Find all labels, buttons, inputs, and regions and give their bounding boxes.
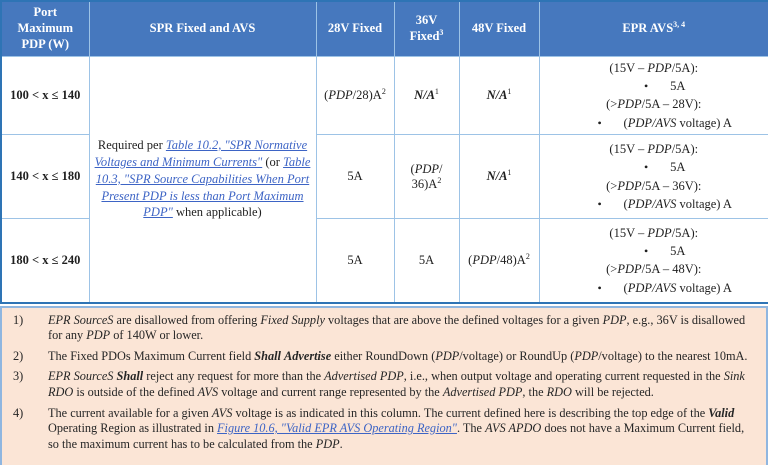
text-segment: (or bbox=[262, 154, 284, 169]
avs-current-value bbox=[624, 281, 732, 295]
epr-avs-current-cell bbox=[539, 135, 768, 219]
text-segment: is outside of the defined bbox=[73, 385, 198, 399]
text-segment: PDP bbox=[414, 161, 439, 176]
text-segment: /voltage) or RoundUp ( bbox=[459, 348, 575, 363]
text-segment: PDP bbox=[315, 436, 340, 451]
header-row bbox=[1, 1, 768, 56]
text-segment: AVS APDO bbox=[485, 421, 542, 436]
epr-avs-current-cell bbox=[539, 219, 768, 303]
text-segment: Advertised PDP bbox=[324, 369, 404, 384]
bullet-icon: • bbox=[597, 115, 602, 130]
col-header-epr-avs bbox=[539, 1, 768, 56]
48v-current-cell bbox=[459, 219, 539, 303]
footnote-number: 3) bbox=[13, 369, 24, 384]
text-segment: PDP bbox=[435, 348, 460, 363]
avs-voltage-range bbox=[543, 59, 766, 77]
text-segment: PDP bbox=[328, 87, 353, 102]
text-segment: ( bbox=[623, 115, 628, 130]
text-segment: , i.e., when output voltage and operating current requested in the bbox=[403, 369, 724, 384]
36v-current-cell bbox=[394, 56, 459, 135]
text-segment: (15V – bbox=[609, 60, 648, 75]
text-segment: AVS bbox=[211, 405, 233, 420]
text-segment: /28)A bbox=[352, 87, 382, 102]
text-segment: 3, 4 bbox=[673, 19, 686, 29]
bullet-icon: • bbox=[644, 243, 649, 258]
28v-current-cell bbox=[316, 219, 394, 303]
text-segment: Shall bbox=[254, 348, 281, 363]
avs-voltage-range bbox=[543, 95, 766, 113]
text-segment: PDP bbox=[617, 262, 642, 277]
text-segment: /48)A bbox=[496, 252, 526, 267]
text-segment: 5A bbox=[347, 252, 363, 267]
table-row-pdp-100-140 bbox=[1, 56, 768, 135]
text-segment: /5A): bbox=[671, 141, 699, 156]
text-segment: (15V – bbox=[609, 141, 648, 156]
36v-current-cell bbox=[394, 135, 459, 219]
text-segment: . The bbox=[456, 421, 486, 436]
text-segment: /5A – 28V): bbox=[641, 97, 702, 112]
text-segment: PDP bbox=[574, 348, 599, 363]
footnote-text bbox=[48, 406, 766, 453]
text-segment: PDP bbox=[647, 60, 672, 75]
text-segment: ( bbox=[468, 252, 473, 267]
48v-current-cell bbox=[459, 56, 539, 135]
text-segment: PDP bbox=[602, 312, 627, 327]
text-segment: PDP bbox=[472, 252, 497, 267]
text-segment: Operating Region as illustrated in bbox=[48, 421, 218, 436]
text-segment: reject any request for more than the bbox=[143, 369, 325, 384]
avs-voltage-range bbox=[543, 140, 766, 158]
doc-link[interactable]: Table 10.3, "SPR Source Capabilities When Port Present PDP is less than Port Maximum PDP" bbox=[95, 154, 311, 220]
footnote-text bbox=[48, 313, 766, 344]
28v-current-cell bbox=[316, 135, 394, 219]
text-segment: ( bbox=[324, 87, 329, 102]
text-segment: /5A): bbox=[671, 225, 699, 240]
text-segment: The Fixed PDOs Maximum Current field bbox=[48, 348, 255, 363]
bullet-icon: • bbox=[597, 280, 602, 295]
36v-current-cell bbox=[394, 219, 459, 303]
text-segment: /5A): bbox=[671, 60, 699, 75]
text-segment: (> bbox=[606, 97, 618, 112]
text-segment: voltage is as indicated in this column. The current defined here is describing the top edge of the bbox=[232, 405, 709, 420]
text-segment: 5A bbox=[418, 252, 435, 267]
avs-current-value bbox=[670, 79, 685, 93]
text-segment: PDP bbox=[617, 178, 642, 193]
28v-current-cell bbox=[316, 56, 394, 135]
text-segment: ( bbox=[623, 280, 628, 295]
text-segment: will be rejected. bbox=[571, 385, 654, 399]
avs-current-value bbox=[624, 197, 732, 211]
text-segment: , e.g., 36V is disallowed for any bbox=[48, 312, 746, 343]
text-segment: N/A bbox=[414, 87, 435, 102]
text-segment: Valid bbox=[708, 405, 735, 420]
text-segment: 2 bbox=[381, 86, 386, 96]
avs-current-value bbox=[624, 116, 732, 130]
text-segment: does not have a Maximum Current field, so the maximum current has to be calculated from the bbox=[48, 421, 745, 451]
text-segment: EPR SourceS bbox=[48, 312, 114, 327]
avs-current-item bbox=[543, 114, 766, 132]
footnote-number: 4) bbox=[13, 405, 24, 420]
text-segment: 36V Fixed bbox=[409, 13, 440, 43]
doc-link[interactable]: Table 10.2, "SPR Normative Voltages and Minimum Currents" bbox=[94, 137, 308, 169]
footnote-text bbox=[48, 349, 766, 365]
pdp-range-cell: 100 < x ≤ 140 bbox=[1, 56, 89, 135]
text-segment: voltage) A bbox=[676, 280, 732, 295]
spr-requirement-cell bbox=[89, 56, 316, 303]
text-segment: ( bbox=[410, 161, 415, 176]
footnote-number: 1) bbox=[13, 312, 24, 327]
text-segment: RDO bbox=[546, 385, 572, 399]
avs-voltage-range bbox=[543, 260, 766, 278]
text-segment: /voltage) to the nearest 10mA. bbox=[598, 348, 748, 363]
pdp-range-cell: 180 < x ≤ 240 bbox=[1, 219, 89, 303]
text-segment: /5A – 36V): bbox=[641, 178, 702, 193]
text-segment: 5A bbox=[670, 160, 686, 175]
pdp-range-cell: 140 < x ≤ 180 bbox=[1, 135, 89, 219]
text-segment: (15V – bbox=[609, 225, 648, 240]
text-segment: 5A bbox=[670, 78, 686, 93]
avs-current-value bbox=[670, 244, 685, 258]
text-segment: EPR AVS bbox=[622, 20, 674, 35]
bullet-icon: • bbox=[644, 160, 649, 175]
text-segment: Required per bbox=[97, 137, 166, 152]
text-segment: either RoundDown ( bbox=[331, 348, 436, 363]
text-segment: 3 bbox=[439, 27, 444, 37]
avs-current-item bbox=[543, 195, 766, 213]
text-segment: 36)A bbox=[411, 176, 438, 191]
text-segment: EPR SourceS bbox=[48, 369, 114, 384]
text-segment: (> bbox=[606, 178, 618, 193]
doc-link[interactable]: Figure 10.6, "Valid EPR AVS Operating Region" bbox=[217, 421, 457, 436]
col-header-36v-fixed bbox=[394, 1, 459, 56]
text-segment: Shall bbox=[116, 369, 144, 384]
col-header-48v-fixed: 48V Fixed bbox=[459, 1, 539, 56]
avs-current-item bbox=[543, 242, 766, 260]
bullet-icon: • bbox=[644, 78, 649, 93]
text-segment: (> bbox=[606, 262, 618, 277]
text-segment: 2 bbox=[525, 251, 530, 261]
text-segment: The current available for a given bbox=[48, 405, 212, 420]
text-segment: . bbox=[339, 436, 343, 451]
text-segment: N/A bbox=[486, 169, 508, 184]
footnotes-section bbox=[0, 306, 768, 465]
text-segment: PDP bbox=[647, 225, 672, 240]
text-segment: 5A bbox=[347, 169, 363, 184]
epr-avs-current-cell bbox=[539, 56, 768, 135]
48v-current-cell bbox=[459, 135, 539, 219]
footnote-1 bbox=[2, 313, 766, 344]
text-segment: 1 bbox=[507, 86, 512, 96]
text-segment: / bbox=[439, 161, 443, 176]
text-segment: PDP bbox=[617, 97, 642, 112]
text-segment: PDP/AVS bbox=[627, 280, 677, 295]
text-segment: Fixed Supply bbox=[260, 312, 325, 327]
text-segment: , the bbox=[522, 385, 547, 399]
text-segment: ( bbox=[623, 197, 628, 212]
text-segment: PDP/AVS bbox=[627, 197, 677, 212]
text-segment: AVS bbox=[197, 385, 219, 399]
text-segment: 1 bbox=[434, 86, 439, 96]
text-segment: N/A bbox=[486, 87, 508, 102]
col-header-28v-fixed: 28V Fixed bbox=[316, 1, 394, 56]
text-segment: PDP bbox=[86, 328, 111, 343]
avs-current-value bbox=[670, 160, 685, 174]
avs-current-item bbox=[543, 279, 766, 297]
text-segment: when applicable) bbox=[172, 205, 262, 220]
footnote-4 bbox=[2, 406, 766, 453]
text-segment: voltages that are above the defined voltages for a given bbox=[324, 312, 603, 327]
text-segment: Advertised PDP bbox=[442, 385, 523, 399]
avs-voltage-range bbox=[543, 224, 766, 242]
text-segment: PDP bbox=[647, 141, 672, 156]
text-segment: Sink RDO bbox=[48, 369, 745, 399]
text-segment: voltage and current range represented by the bbox=[218, 385, 443, 399]
text-segment: PDP/AVS bbox=[627, 115, 677, 130]
text-segment: of 140W or lower. bbox=[110, 328, 204, 343]
text-segment: 1 bbox=[507, 167, 512, 177]
text-segment: 5A bbox=[670, 243, 686, 258]
text-segment: are disallowed from offering bbox=[113, 312, 261, 327]
col-header-port-maximum-pdp: Port Maximum PDP (W) bbox=[1, 1, 89, 56]
avs-current-item bbox=[543, 77, 766, 95]
text-segment: 2 bbox=[437, 175, 442, 185]
col-header-spr-fixed-and-avs: SPR Fixed and AVS bbox=[89, 1, 316, 56]
footnote-3 bbox=[2, 369, 766, 400]
avs-voltage-range bbox=[543, 177, 766, 195]
avs-current-item bbox=[543, 158, 766, 176]
bullet-icon: • bbox=[597, 197, 602, 212]
footnote-2 bbox=[2, 349, 766, 365]
text-segment: Advertise bbox=[284, 348, 332, 363]
footnote-number: 2) bbox=[13, 348, 24, 363]
text-segment: voltage) A bbox=[676, 115, 732, 130]
text-segment: /5A – 48V): bbox=[641, 262, 702, 277]
footnote-text bbox=[48, 369, 766, 400]
text-segment: voltage) A bbox=[676, 197, 732, 212]
